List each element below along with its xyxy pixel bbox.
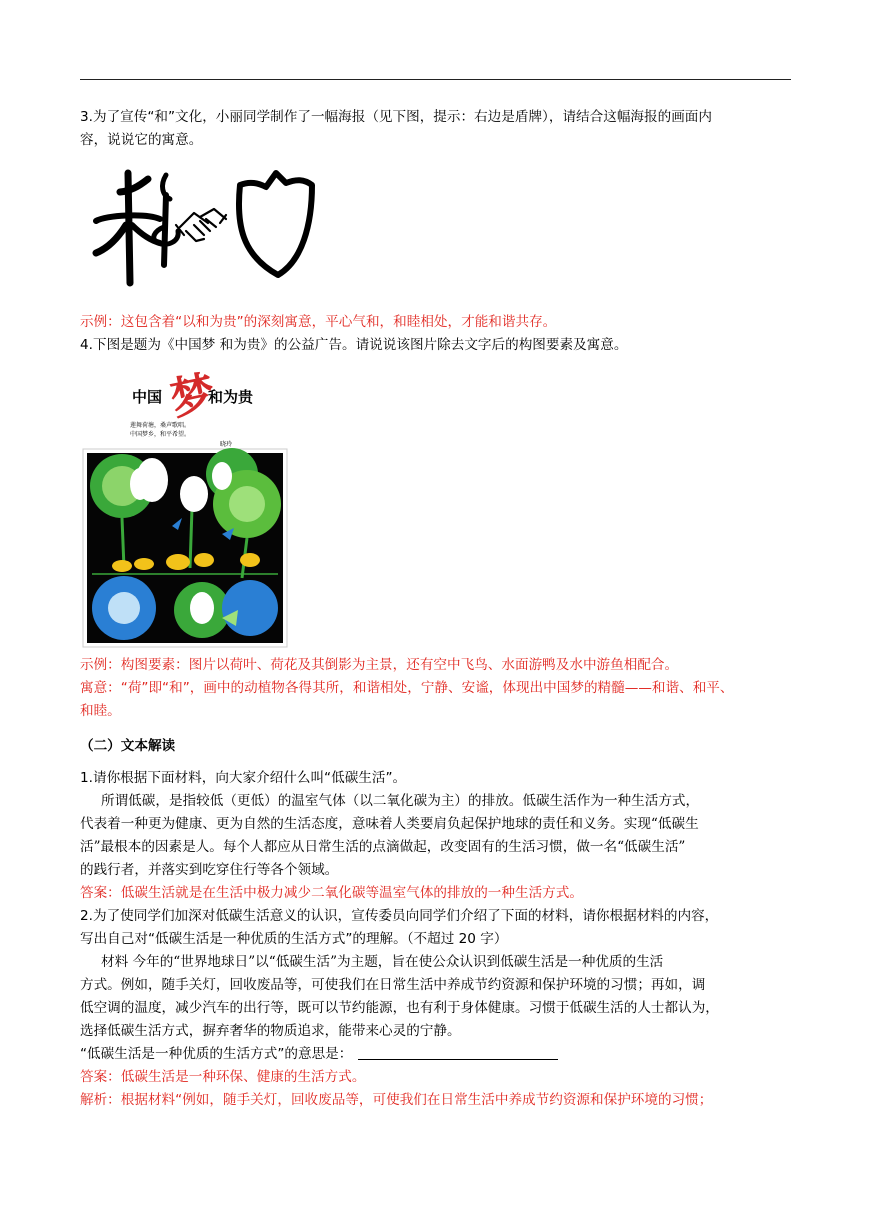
s2-material-1c: 活”最根本的因素是人。每个人都应从日常生活的点滴做起，改变固有的生活习惯，做一名“低碳生活”	[80, 839, 686, 855]
poster-word-harmony: 和为贵	[208, 388, 254, 406]
lotus-artwork	[82, 448, 288, 648]
s2-material-1d: 的践行者，并落实到吃穿住行等各个领域。	[80, 862, 339, 878]
s2-material-2b: 方式。例如，随手关灯，回收废品等，可使我们在日常生活中养成节约资源和保护环境的习惯；再如，调	[80, 977, 706, 993]
poster-poem-1: 莲舞荷塘，桑声歌唱。	[130, 422, 191, 429]
dream-poster	[82, 360, 288, 648]
s2-q2b: 写出自己对“低碳生活是一种优质的生活方式”的理解。（不超过 20 字）	[80, 931, 508, 947]
s2-material-2a: 材料 今年的“世界地球日”以“低碳生活”为主题，旨在使公众认识到低碳生活是一种优质的生活	[101, 954, 664, 970]
q4-answer-1: 示例：构图要素：图片以荷叶、荷花及其倒影为主景，还有空中飞鸟、水面游鸭及水中游鱼相配合。	[80, 657, 679, 673]
q3-text-2: 容，说说它的寓意。	[80, 132, 203, 148]
s2-material-1b: 代表着一种更为健康、更为自然的生活态度，意味着人类要肩负起保护地球的责任和义务。实现“低碳生	[80, 816, 699, 832]
shield-icon	[239, 173, 312, 275]
handshake-icon	[176, 209, 226, 241]
q4-answer-3: 和睦。	[80, 703, 121, 719]
section-heading: （二）文本解读	[80, 738, 176, 754]
q4-answer-2: 寓意：“荷”即“和”，画中的动植物各得其所，和谐相处，宁静、安谧，体现出中国梦的精髓——和谐、和平、	[80, 680, 734, 696]
poster-word-china: 中国	[132, 388, 163, 406]
s2-material-2d: 选择低碳生活方式，摒弃奢华的物质追求，能带来心灵的宁静。	[80, 1023, 461, 1039]
s2-q2a: 2.为了使同学们加深对低碳生活意义的认识，宣传委员向同学们介绍了下面的材料，请你根据材料的内容，	[80, 908, 719, 924]
he-culture-poster	[90, 165, 320, 290]
s2-q1: 1.请你根据下面材料，向大家介绍什么叫“低碳生活”。	[80, 770, 407, 786]
poster-dream-char: 梦	[166, 366, 220, 426]
q3-text-1: 3.为了宣传“和”文化，小丽同学制作了一幅海报（见下图，提示：右边是盾牌），请结合这幅海报的画面内	[80, 109, 712, 125]
s2-answer-1: 答案：低碳生活就是在生活中极力减少二氧化碳等温室气体的排放的一种生活方式。	[80, 885, 583, 901]
header-rule	[80, 79, 791, 80]
answer-blank	[358, 1045, 558, 1060]
q3-answer: 示例：这包含着“以和为贵”的深刻寓意，平心气和，和睦相处，才能和谐共存。	[80, 314, 557, 330]
s2-material-2c: 低空调的温度，减少汽车的出行等，既可以节约能源，也有利于身体健康。习惯于低碳生活的人士都认为，	[80, 1000, 719, 1016]
s2-material-1a: 所谓低碳，是指较低（更低）的温室气体（以二氧化碳为主）的排放。低碳生活作为一种生活方式，	[101, 793, 700, 809]
s2-prompt: “低碳生活是一种优质的生活方式”的意思是：	[80, 1046, 353, 1062]
poster-poem-2: 中国梦乡，和平希望。	[130, 431, 191, 438]
poster-author: 晓玲	[220, 441, 233, 448]
s2-prompt-row	[80, 1044, 792, 1064]
s2-analysis: 解析：根据材料“例如，随手关灯，回收废品等，可使我们在日常生活中养成节约资源和保护环境的习惯；	[80, 1092, 713, 1108]
s2-answer-2: 答案：低碳生活是一种环保、健康的生活方式。	[80, 1069, 366, 1085]
ancient-he-glyph	[96, 173, 178, 283]
q4-question: 4.下图是题为《中国梦 和为贵》的公益广告。请说说该图片除去文字后的构图要素及寓意。	[80, 337, 628, 353]
